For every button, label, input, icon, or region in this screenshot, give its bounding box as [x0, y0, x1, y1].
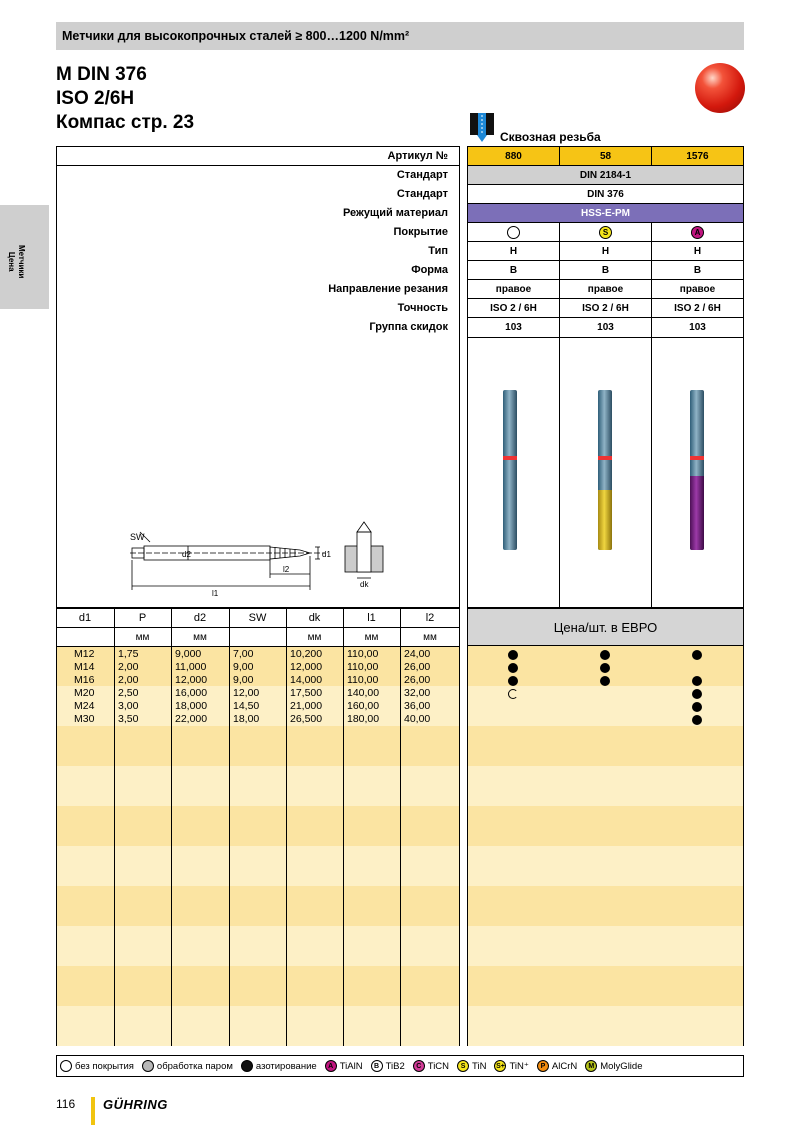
standard-2-value: DIN 376 [468, 185, 743, 204]
precision-880: ISO 2 / 6H [468, 299, 559, 318]
table-cell: 110,00 [347, 674, 379, 686]
table-cell: 9,000 [175, 648, 202, 660]
table-band [57, 886, 459, 926]
table-cell: 10,200 [290, 648, 323, 660]
precision-58: ISO 2 / 6H [560, 299, 651, 318]
column-header-P: P [138, 612, 147, 624]
column-unit: мм [423, 632, 437, 643]
table-cell: 3,50 [118, 713, 139, 725]
price-header: Цена/шт. в ЕВРО [467, 608, 744, 646]
param-label-coating: Покрытие [393, 226, 448, 238]
param-label-article: Артикул № [387, 150, 448, 162]
legend-coating-icon: B [371, 1060, 383, 1072]
column-divider [229, 608, 230, 1046]
price-band [468, 806, 743, 846]
table-band [57, 1006, 459, 1046]
available-dot-icon [692, 689, 702, 699]
param-label-material: Режущий материал [342, 207, 448, 219]
table-cell: 180,00 [347, 713, 380, 725]
table-cell: 17,500 [290, 687, 323, 699]
tin-coating-icon: S [599, 226, 612, 239]
table-cell: 32,00 [404, 687, 431, 699]
legend-item [371, 1060, 405, 1072]
available-dot-icon [508, 676, 518, 686]
table-cell: 2,50 [118, 687, 139, 699]
legend-coating-icon: S+ [494, 1060, 506, 1072]
side-tab-line1: Метчики [17, 245, 26, 279]
legend-item [585, 1060, 642, 1072]
brand-logo: GÜHRING [103, 1097, 168, 1112]
available-dot-icon [692, 650, 702, 660]
coating-legend [56, 1055, 744, 1077]
table-row-size: M24 [74, 700, 95, 712]
legend-label: азотирование [255, 1060, 317, 1072]
legend-label: TiCN [427, 1060, 450, 1072]
direction-58: правое [560, 280, 651, 299]
table-cell: 140,00 [347, 687, 380, 699]
column-header-l2: l2 [425, 612, 435, 624]
thread-type-label: Сквозная резьба [500, 130, 601, 144]
legend-item [537, 1060, 577, 1072]
table-cell: 3,00 [118, 700, 139, 712]
type-58: H [560, 242, 651, 261]
legend-item [142, 1060, 233, 1072]
article-880[interactable]: 880 [468, 147, 559, 166]
table-cell: 2,00 [118, 674, 139, 686]
available-dot-icon [508, 663, 518, 673]
table-band [57, 926, 459, 966]
tap-image-1576 [690, 390, 704, 550]
table-cell: 18,00 [233, 713, 260, 725]
rule [467, 337, 744, 338]
direction-1576: правое [652, 280, 743, 299]
table-cell: 7,00 [233, 648, 254, 660]
discount-880: 103 [505, 322, 522, 333]
tialn-coating-icon: A [691, 226, 704, 239]
table-cell: 12,000 [175, 674, 208, 686]
legend-coating-icon: P [537, 1060, 549, 1072]
price-band [468, 766, 743, 806]
legend-label: TiN [472, 1060, 487, 1072]
table-cell: 9,00 [233, 661, 254, 673]
table-cell: 2,00 [118, 661, 139, 673]
column-unit: мм [135, 632, 150, 643]
column-header-d1: d1 [78, 612, 92, 624]
table-band [57, 846, 459, 886]
legend-label: TiAlN [339, 1060, 363, 1072]
legend-coating-icon: C [413, 1060, 425, 1072]
form-1576: B [652, 261, 743, 280]
available-dot-icon [692, 702, 702, 712]
legend-item [241, 1060, 317, 1072]
price-band [468, 1006, 743, 1046]
dim-l2-label: l2 [283, 565, 290, 574]
table-row-size: M14 [74, 661, 95, 673]
coating-cell-58 [560, 223, 651, 242]
coating-cell-880 [468, 223, 559, 242]
param-label-standard-2: Стандарт [396, 188, 448, 200]
price-band [468, 886, 743, 926]
legend-coating-icon: A [325, 1060, 337, 1072]
table-cell: 14,50 [233, 700, 260, 712]
article-58[interactable]: 58 [560, 147, 651, 166]
table-cell: 26,00 [404, 661, 431, 673]
legend-label: AlCrN [551, 1060, 578, 1072]
material-ball-icon [695, 63, 745, 113]
type-1576: H [652, 242, 743, 261]
price-band [468, 966, 743, 1006]
legend-item [413, 1060, 449, 1072]
table-cell: 21,000 [290, 700, 323, 712]
param-label-type: Тип [428, 245, 448, 257]
available-dot-icon [692, 676, 702, 686]
legend-item [325, 1060, 363, 1072]
table-cell: 40,00 [404, 713, 431, 725]
available-dot-icon [600, 676, 610, 686]
title-compass-ref[interactable]: Компас стр. 23 [56, 112, 195, 133]
param-label-precision: Точность [397, 302, 448, 314]
column-unit: мм [193, 632, 207, 643]
table-cell: 160,00 [347, 700, 380, 712]
legend-label: TiN⁺ [509, 1060, 529, 1072]
column-divider [400, 608, 401, 1046]
rule [57, 165, 459, 166]
available-dot-icon [692, 715, 702, 725]
header-title: Метчики для высокопрочных сталей ≥ 800…1200 N/mm² [62, 29, 410, 43]
brand-bar [91, 1097, 95, 1125]
param-label-direction: Направление резания [328, 283, 448, 295]
table-cell: 26,00 [404, 674, 431, 686]
table-row-size: M12 [74, 648, 95, 660]
direction-880: правое [468, 280, 559, 299]
dim-dk-label: dk [360, 580, 369, 589]
available-dot-icon [600, 663, 610, 673]
price-band [468, 726, 743, 766]
discount-58: 103 [597, 322, 614, 333]
table-cell: 24,00 [404, 648, 431, 660]
table-row-size: M16 [74, 674, 95, 686]
column-divider [343, 608, 344, 1046]
column-divider [114, 608, 115, 1046]
table-cell: 110,00 [347, 661, 379, 673]
table-cell: 110,00 [347, 648, 379, 660]
tap-dimension-drawing [120, 520, 390, 600]
column-header-dk: dk [308, 612, 321, 624]
legend-label: без покрытия [75, 1060, 134, 1072]
legend-coating-icon [60, 1060, 72, 1072]
legend-item [457, 1060, 486, 1072]
table-row-size: M20 [74, 687, 95, 699]
dim-d2-label: d2 [182, 550, 191, 559]
standard-1-value: DIN 2184-1 [468, 166, 743, 185]
coating-cell-1576 [652, 223, 743, 242]
available-dot-icon [600, 650, 610, 660]
legend-coating-icon: M [585, 1060, 597, 1072]
dim-sw-label: SW [130, 532, 145, 542]
type-880: H [468, 242, 559, 261]
param-label-form: Форма [411, 264, 448, 276]
column-header-l1: l1 [367, 612, 376, 624]
tap-image-880 [503, 390, 517, 550]
table-cell: 12,00 [233, 687, 260, 699]
title-standard: M DIN 376 [56, 64, 147, 85]
column-unit: мм [307, 632, 322, 643]
table-cell: 12,000 [290, 661, 323, 673]
through-hole-icon [470, 113, 494, 143]
legend-label: обработка паром [156, 1060, 233, 1072]
header-bar [56, 22, 744, 50]
article-1576[interactable]: 1576 [652, 147, 743, 166]
table-band [57, 726, 459, 766]
side-tab[interactable] [0, 205, 49, 309]
form-880: B [468, 261, 559, 280]
table-cell: 11,000 [175, 661, 207, 673]
precision-1576: ISO 2 / 6H [652, 299, 743, 318]
uncoated-icon [507, 226, 520, 239]
column-header-SW: SW [248, 612, 267, 624]
column-header-d2: d2 [193, 612, 207, 624]
legend-coating-icon [142, 1060, 154, 1072]
param-label-discount: Группа скидок [369, 321, 448, 333]
cutting-material-value: HSS-E-PM [468, 204, 743, 223]
price-band [468, 926, 743, 966]
table-cell: 18,000 [175, 700, 208, 712]
legend-label: TiB2 [385, 1060, 405, 1072]
legend-coating-icon [241, 1060, 253, 1072]
table-cell: 36,00 [404, 700, 431, 712]
legend-label: MolyGlide [600, 1060, 643, 1072]
table-band [57, 966, 459, 1006]
column-divider [286, 608, 287, 1046]
table-row-size: M30 [74, 713, 95, 725]
table-cell: 26,500 [290, 713, 323, 725]
available-dot-icon [508, 650, 518, 660]
column-unit: мм [364, 632, 379, 643]
discount-1576: 103 [689, 322, 706, 333]
form-58: B [560, 261, 651, 280]
column-divider [171, 608, 172, 1046]
table-cell: 14,000 [290, 674, 323, 686]
table-band [57, 766, 459, 806]
side-tab-line2: Цена [7, 251, 16, 272]
price-band [468, 846, 743, 886]
tap-image-58 [598, 390, 612, 550]
table-cell: 1,75 [118, 648, 139, 660]
dim-d1-label: d1 [322, 550, 331, 559]
param-label-standard-1: Стандарт [396, 169, 448, 181]
on-request-dot-icon [508, 689, 518, 699]
legend-item [494, 1060, 528, 1072]
table-band [57, 806, 459, 846]
table-cell: 9,00 [233, 674, 254, 686]
title-tolerance: ISO 2/6H [56, 88, 135, 109]
dim-l1-label: l1 [212, 589, 219, 598]
table-cell: 22,000 [175, 713, 208, 725]
legend-item [60, 1060, 134, 1072]
table-cell: 16,000 [175, 687, 208, 699]
page-number: 116 [56, 1097, 76, 1111]
legend-coating-icon: S [457, 1060, 469, 1072]
